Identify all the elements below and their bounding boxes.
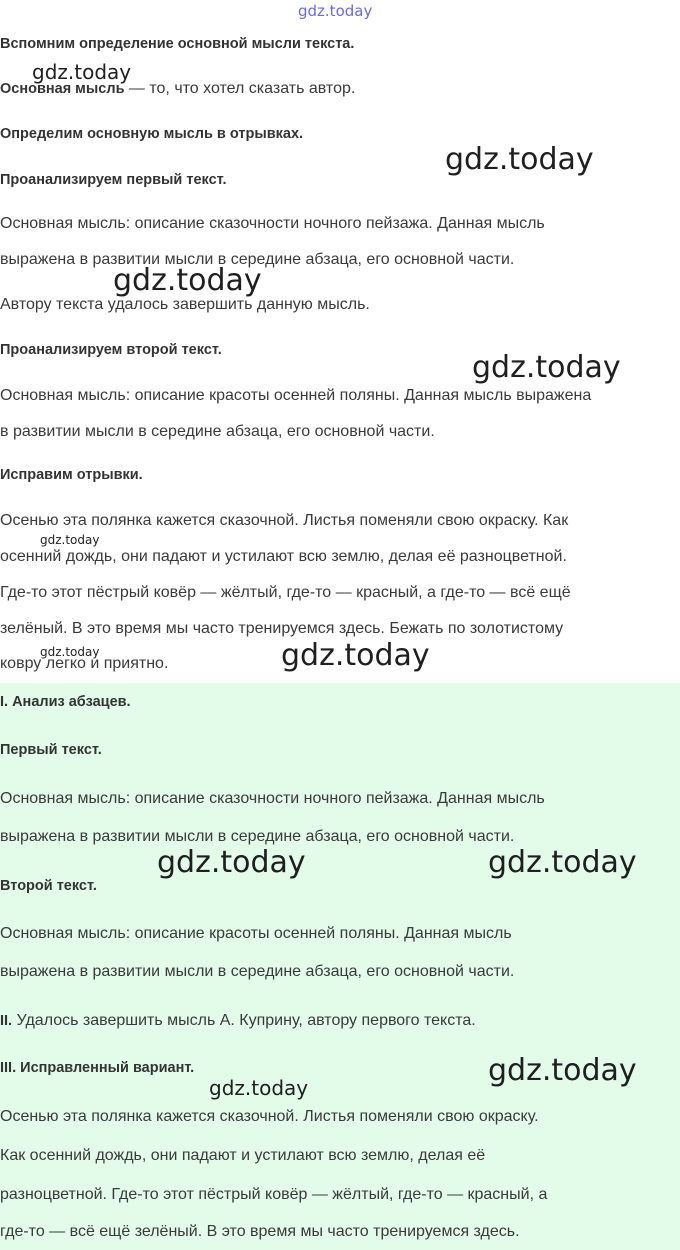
definition-text: — то, что хотел сказать автор. (124, 80, 356, 97)
watermark: gdz.today (157, 845, 306, 880)
answer-heading-first-text: Первый текст. (0, 742, 102, 758)
paragraph-3-line-3: Где-то этот пёстрый ковёр — жёлтый, где-то — красный, а где-то — всё ещё (0, 584, 571, 601)
heading-analyze-second-text: Проанализируем второй текст. (0, 342, 222, 358)
heading-determine-main-idea: Определим основную мысль в отрывках. (0, 126, 304, 142)
paragraph-2-line-1: Основная мысль: описание красоты осенней поляны. Данная мысль выражена (0, 387, 592, 404)
answer-paragraph-3-line-1: Осенью эта полянка кажется сказочной. Листья поменяли свою окраску. (0, 1108, 539, 1125)
paragraph-1-line-1: Основная мысль: описание сказочности ночного пейзажа. Данная мысль (0, 215, 545, 232)
watermark: gdz.today (488, 1053, 637, 1088)
answer-part-ii-line (0, 1012, 476, 1030)
answer-heading-analysis: I. Анализ абзацев. (0, 694, 131, 710)
heading-recall-definition: Вспомним определение основной мысли текста. (0, 36, 355, 52)
watermark: gdz.today (281, 638, 430, 673)
answer-paragraph-3-line-3: разноцветной. Где-то этот пёстрый ковёр — жёлтый, где-то — красный, а (0, 1186, 548, 1203)
answer-part-ii-text: Удалось завершить мысль А. Куприну, автору первого текста. (12, 1012, 476, 1029)
paragraph-1-line-3: Автору текста удалось завершить данную мысль. (0, 296, 370, 313)
answer-paragraph-2-line-2: выражена в развитии мысли в середине абзаца, его основной части. (0, 963, 515, 980)
watermark: gdz.today (472, 350, 621, 385)
watermark: gdz.today (445, 142, 594, 177)
heading-fix-excerpts: Исправим отрывки. (0, 467, 143, 483)
watermark: gdz.today (113, 263, 262, 298)
paragraph-3-line-4: зелёный. В это время мы часто тренируемся здесь. Бежать по золотистому (0, 620, 564, 637)
paragraph-1-line-2: выражена в развитии мысли в середине абзаца, его основной части. (0, 251, 515, 268)
heading-analyze-first-text: Проанализируем первый текст. (0, 172, 227, 188)
answer-paragraph-2-line-1: Основная мысль: описание красоты осенней поляны. Данная мысль (0, 925, 512, 942)
answer-paragraph-1-line-1: Основная мысль: описание сказочности ночного пейзажа. Данная мысль (0, 790, 545, 807)
watermark: gdz.today (209, 1076, 309, 1100)
paragraph-3-line-1: Осенью эта полянка кажется сказочной. Листья поменяли свою окраску. Как (0, 512, 569, 529)
watermark: gdz.today (488, 845, 637, 880)
definition-term: Основная мысль (0, 81, 125, 97)
watermark: gdz.today (40, 533, 100, 547)
paragraph-2-line-2: в развитии мысли в середине абзаца, его основной части. (0, 423, 435, 440)
answer-paragraph-3-line-4: где-то — всё ещё зелёный. В это время мы часто тренируемся здесь. (0, 1223, 520, 1240)
answer-paragraph-1-line-2: выражена в развитии мысли в середине абзаца, его основной части. (0, 828, 515, 845)
paragraph-3-line-2: осенний дождь, они падают и устилают всю землю, делая её разноцветной. (0, 548, 567, 565)
answer-heading-corrected-version: III. Исправленный вариант. (0, 1060, 195, 1076)
watermark: gdz.today (40, 645, 100, 659)
answer-paragraph-3-line-2: Как осенний дождь, они падают и устилают всю землю, делая её (0, 1147, 486, 1164)
watermark: gdz.today (32, 60, 132, 84)
watermark-top: gdz.today (298, 2, 373, 20)
paragraph-3-line-5: ковру легко и приятно. (0, 655, 169, 672)
answer-part-ii-number: II. (0, 1013, 13, 1029)
answer-heading-second-text: Второй текст. (0, 878, 97, 894)
